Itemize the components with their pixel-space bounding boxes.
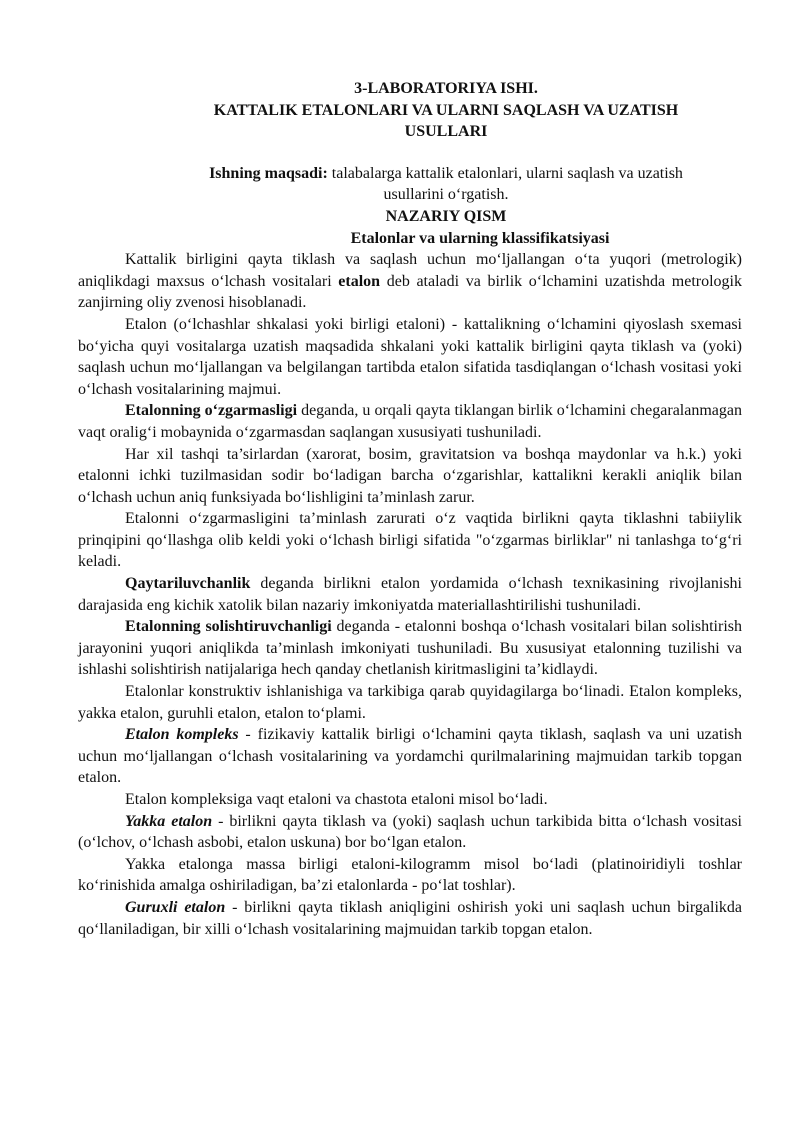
- document-title: [78, 78, 742, 143]
- paragraph-text: - birlikni qayta tiklash aniqligini oshirish yoki uni saqlash uchun birgalikda qo‘llaniladigan, bir xilli o‘lchash vositalarining majmuidan tarkib topgan etalon.: [78, 898, 743, 938]
- paragraph: Yakka etalonga massa birligi etaloni-kilogramm misol bo‘ladi (platinoiridiyli toshlar ko‘rinishida amalga oshiriladigan, ba’zi etalonlarda - po‘lat toshlar).: [78, 855, 742, 895]
- term-solishtiruvchanlik: Etalonning solishtiruvchanligi: [125, 618, 332, 636]
- section-title: NAZARIY QISM: [385, 207, 507, 225]
- title-line-1: 3-LABORATORIYA ISHI.: [354, 80, 538, 97]
- term-etalon-kompleks: Etalon kompleks: [125, 726, 239, 744]
- paragraph-text: Kattalik birligini qayta tiklash va saqlash uchun mo‘ljallangan o‘ta yuqori (metrologik) aniqlikdagi maxsus o‘lchash vositalari: [78, 251, 742, 290]
- paragraph: Etalon kompleksiga vaqt etaloni va chastota etaloni misol bo‘ladi.: [125, 791, 548, 808]
- goal-block: [78, 163, 742, 206]
- term-ozgarmaslik: Etalonning o‘zgarmasligi: [125, 402, 298, 420]
- goal-label: Ishning maqsadi:: [209, 164, 328, 182]
- paragraph: [78, 573, 742, 616]
- paragraph: [78, 724, 742, 789]
- paragraph: Etalon (o‘lchashlar shkalasi yoki birligi etaloni) - kattalikning o‘lchamini qiyoslash sxemasi bo‘yicha quyi vositalarga uzatish maqsadida shkalani yoki kattalik birligini qayta tiklash va (yoki) saqlash uchun mo‘ljallangan va belgilangan tartibda etalon sifatida tasdiqlangan o‘lchash vositasi yoki o‘lchash vositalarining majmui.: [78, 315, 742, 398]
- paragraph-text: deb ataladi va birlik o‘lchamini uzatishda metrologik zanjirning oliy zvenosi hisoblanadi.: [78, 272, 743, 312]
- term-etalon: etalon: [338, 272, 381, 290]
- title-line-3: USULLARI: [404, 123, 488, 141]
- document-page: [78, 78, 742, 940]
- title-line-2: KATTALIK ETALONLARI VA ULARNI SAQLASH VA UZATISH: [213, 101, 679, 119]
- paragraph-text: deganda - etalonni boshqa o‘lchash vositalari bilan solishtirish jarayonini yuqori aniqlikda ta’minlash imkoniyati tushuniladi. Bu xususiyat etalonning tuzilishi va ishlashi solishtirish natijalariga hech qanday chetlanish kiritmasligini ta’kidlaydi.: [78, 618, 743, 679]
- term-guruxli-etalon: Guruxli etalon: [125, 898, 226, 916]
- paragraph-text: deganda, u orqali qayta tiklangan birlik o‘lchamini chegaralanmagan vaqt oralig‘i mobaynida o‘zgarmasdan saqlangan xususiyati tushuniladi.: [78, 402, 743, 441]
- paragraph-text: deganda birlikni etalon yordamida o‘lchash texnikasining rivojlanishi darajasida eng kichik xatolik bilan nazariy imkoniyatda materiallashtirilishi tushuniladi.: [78, 575, 742, 614]
- paragraph: Etalonlar konstruktiv ishlanishiga va tarkibiga qarab quyidagilarga bo‘linadi. Etalon kompleks, yakka etalon, guruhli etalon, etalon to‘plami.: [78, 683, 742, 722]
- paragraph: Etalonni o‘zgarmasligini ta’minlash zarurati o‘z vaqtida birlikni qayta tiklashni tabiiylik prinqipini qo‘llashga olib keldi yoki o‘lchash birligi sifatida "o‘zgarmas birliklar" ni tanlashga to‘g‘ri keladi.: [78, 510, 742, 571]
- paragraph: [78, 249, 742, 314]
- subsection-title: Etalonlar va ularning klassifikatsiyasi: [350, 229, 610, 247]
- paragraph: [78, 811, 742, 854]
- paragraph-text: - birlikni qayta tiklash va (yoki) saqlash uchun tarkibida bitta o‘lchash vositasi (o‘lchov, o‘lchash asbobi, etalon uskuna) bor bo‘lgan etalon.: [78, 812, 742, 852]
- paragraph: [78, 400, 742, 443]
- term-qaytariluvchanlik: Qaytariluvchanlik: [125, 575, 251, 593]
- goal-text-2: usullarini o‘rgatish.: [383, 186, 509, 204]
- paragraph: Har xil tashqi ta’sirlardan (xarorat, bosim, gravitatsion va boshqa maydonlar va h.k.) yoki etalonni ichki tuzilmasidan sodir bo‘ladigan barcha o‘zgarishlar, kattalikni kerakli aniqlik bilan o‘lchash uchun aniq funksiyada bo‘lishligini ta’minlash zarur.: [78, 445, 742, 506]
- goal-text-1: talabalarga kattalik etalonlari, ularni saqlash va uzatish: [327, 164, 683, 182]
- term-yakka-etalon: Yakka etalon: [125, 812, 213, 830]
- paragraph: [78, 897, 742, 940]
- paragraph: [78, 616, 742, 681]
- paragraph-text: - fizikaviy kattalik birligi o‘lchamini qayta tiklash, saqlash va uni uzatish uchun mo‘ljallangan o‘lchash vositalarining va yordamchi qurilmalarining majmuidan tarkib topgan etalon.: [78, 726, 742, 787]
